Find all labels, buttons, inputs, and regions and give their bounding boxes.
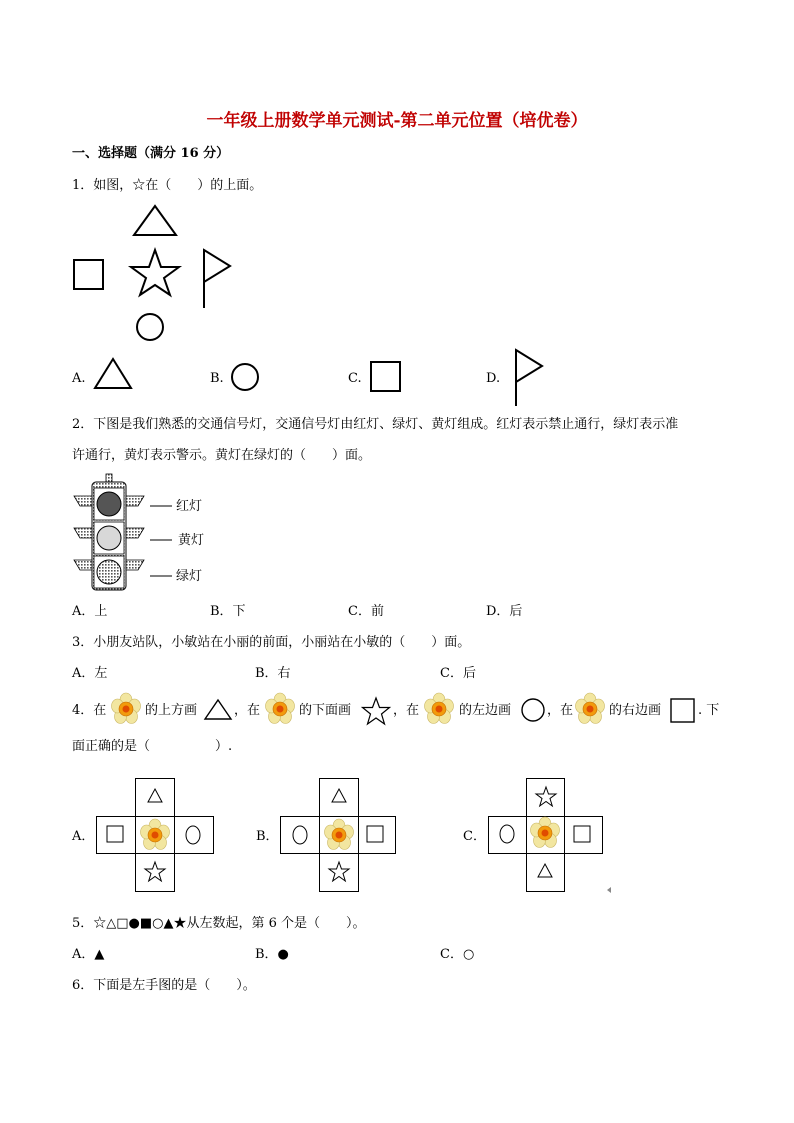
q4-text: ，在 (393, 703, 420, 718)
q5-option-c[interactable]: C．○ (440, 947, 475, 962)
question-6-stem: 6．下面是左手图的是（ ）。 (72, 978, 256, 993)
triangle-icon (146, 788, 164, 804)
q4-line2: 面正确的是（ ）. (72, 739, 233, 754)
q4-text: ，在 (234, 703, 261, 718)
q1-option-a[interactable]: A. (72, 371, 86, 386)
q2-option-a[interactable]: A．上 (72, 604, 108, 619)
triangle-figure (130, 204, 180, 238)
q4-text: 的左边画 (459, 703, 512, 718)
q4-text: 的下面画 (299, 703, 352, 718)
cursor-mark-icon (607, 887, 613, 893)
q3-option-a[interactable]: A．左 (72, 666, 108, 681)
pointer-line (150, 538, 174, 542)
q1-option-c[interactable]: C. (348, 371, 362, 386)
triangle-icon (330, 788, 348, 804)
square-figure (72, 258, 106, 292)
circle-icon (520, 697, 546, 723)
page-title: 一年级上册数学单元测试-第二单元位置（培优卷） (206, 111, 588, 131)
q1-option-d[interactable]: D. (486, 371, 501, 386)
q1-option-b[interactable]: B. (210, 371, 224, 386)
circle-icon (230, 362, 260, 392)
flower-icon (139, 819, 171, 851)
q4-text: . 下 (698, 703, 720, 718)
label-yellow-light: 黄灯 (178, 533, 205, 548)
flower-icon (423, 693, 455, 725)
square-icon (369, 360, 403, 394)
q2-option-c[interactable]: C．前 (348, 604, 384, 619)
triangle-icon (92, 357, 134, 391)
pointer-line (150, 504, 174, 508)
flower-icon (529, 817, 561, 849)
oval-icon (289, 824, 311, 846)
label-red-light: 红灯 (176, 499, 203, 514)
label-green-light: 绿灯 (176, 569, 203, 584)
q4-text: 的右边画 (609, 703, 662, 718)
q3-option-c[interactable]: C．后 (440, 666, 476, 681)
q2-option-b[interactable]: B．下 (210, 604, 246, 619)
question-5-stem: 5．☆△□●■○▲★从左数起，第 6 个是（ ）。 (72, 916, 366, 931)
star-icon (361, 697, 391, 725)
question-1-stem: 1．如图，☆在（ ）的上面。 (72, 178, 263, 193)
oval-icon (182, 824, 204, 846)
q2-option-d[interactable]: D．后 (486, 604, 523, 619)
flower-icon (110, 693, 142, 725)
flower-icon (264, 693, 296, 725)
square-icon (670, 698, 696, 724)
square-icon (573, 825, 591, 843)
flower-icon (574, 693, 606, 725)
circle-figure (134, 311, 166, 343)
triangle-icon (536, 863, 554, 879)
star-figure (130, 248, 182, 298)
q4-text: ，在 (547, 703, 574, 718)
question-3-stem: 3．小朋友站队，小敏站在小丽的前面，小丽站在小敏的（ ）面。 (72, 635, 471, 650)
flag-icon (512, 348, 546, 408)
q3-option-b[interactable]: B．右 (255, 666, 291, 681)
q4-text: 4．在 (72, 703, 107, 718)
square-icon (366, 825, 384, 843)
flower-icon (323, 819, 355, 851)
flag-figure (200, 248, 234, 310)
q5-option-b[interactable]: B．● (255, 947, 289, 962)
oval-icon (496, 823, 518, 845)
triangle-icon (203, 698, 233, 722)
q4-option-b[interactable]: B． (256, 829, 279, 844)
question-2-line2: 许通行，黄灯表示警示。黄灯在绿灯的（ ）面。 (72, 448, 372, 463)
q4-option-c[interactable]: C． (463, 829, 486, 844)
question-2-line1: 2．下图是我们熟悉的交通信号灯，交通信号灯由红灯、绿灯、黄灯组成。红灯表示禁止通行，绿灯表示准 (72, 417, 679, 432)
star-icon (535, 786, 557, 808)
q5-option-a[interactable]: A．▲ (72, 947, 105, 962)
q4-option-a[interactable]: A． (72, 829, 95, 844)
q4-text: 的上方画 (145, 703, 198, 718)
square-icon (106, 825, 124, 843)
pointer-line (150, 574, 174, 578)
traffic-light-icon (72, 474, 152, 594)
star-icon (144, 861, 166, 883)
star-icon (328, 861, 350, 883)
section-heading: 一、选择题（满分 16 分） (72, 146, 230, 161)
